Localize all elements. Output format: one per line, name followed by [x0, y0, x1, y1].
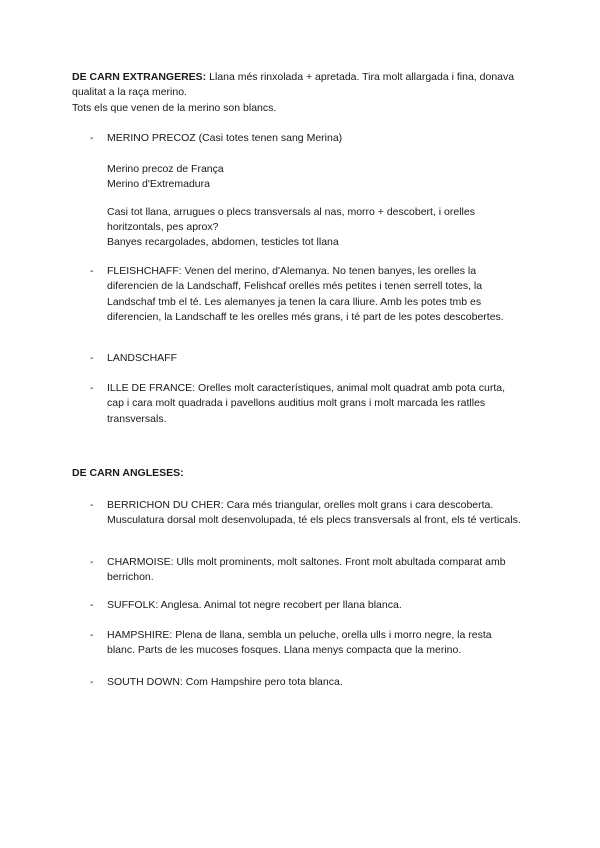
foreign-intro-text: Llana més rinxolada + apretada. Tira molt allargada i fina, donava qualitat a la raça merino.	[72, 71, 515, 99]
bullet-dash: -	[90, 499, 94, 511]
foreign-intro-paragraph	[72, 70, 532, 101]
list-item-text: ILLE DE FRANCE: Orelles molt característiques, animal molt quadrat amb pota curta, cap i cara molt quadrada i pavellons auditius molt grans i molt marcada les ratlles transversals.	[107, 382, 505, 425]
bullet-dash: -	[90, 676, 94, 688]
merino-description-2: Banyes recargolades, abdomen, testicles tot llana	[107, 236, 339, 248]
bullet-dash: -	[90, 265, 94, 277]
merino-subtype-france: Merino precoz de França	[107, 163, 224, 175]
list-item-text: SUFFOLK: Anglesa. Animal tot negre recobert per llana blanca.	[107, 599, 402, 611]
bullet-dash: -	[90, 599, 94, 611]
section-heading-foreign: DE CARN EXTRANGERES:	[72, 71, 207, 83]
list-item-text: SOUTH DOWN: Com Hampshire pero tota blanca.	[107, 676, 343, 688]
bullet-dash: -	[90, 382, 94, 394]
merino-subtype-extremadura: Merino d'Extremadura	[107, 178, 210, 190]
section-heading-english: DE CARN ANGLESES:	[72, 467, 184, 479]
list-item-text: FLEISHCHAFF: Venen del merino, d'Alemanya. No tenen banyes, les orelles la diferencien de la Landschaff, Felishcaf orelles més petites i tenen serrell totes, la Landschaf tmb el té. Les alemanyes ja tenen la cara lliure. Amb les potes tmb es diferencien, la Landschaff te les orelles més grans, i té part de les potes descobertes.	[107, 265, 504, 324]
merino-description: Casi tot llana, arrugues o plecs transversals al nas, morro + descobert, i orelles horitzontals, pes aprox?	[107, 206, 475, 234]
foreign-intro-line2: Tots els que venen de la merino son blancs.	[72, 101, 277, 114]
bullet-dash: -	[90, 352, 94, 364]
bullet-dash: -	[90, 629, 94, 641]
list-item-text: LANDSCHAFF	[107, 352, 178, 364]
list-item-text: MERINO PRECOZ (Casi totes tenen sang Merina)	[107, 132, 343, 144]
list-item-text: CHARMOISE: Ulls molt prominents, molt saltones. Front molt abultada comparat amb berrichon.	[107, 556, 506, 584]
list-item-text: BERRICHON DU CHER: Cara més triangular, orelles molt grans i cara descoberta. Musculatura dorsal molt desenvolupada, té els plecs transversals al front, els té verticals.	[107, 499, 521, 527]
bullet-dash: -	[90, 556, 94, 568]
list-item-text: HAMPSHIRE: Plena de llana, sembla un peluche, orella ulls i morro negre, la resta blanc. Parts de les mucoses fosques. Llana menys compacta que la merino.	[107, 629, 492, 657]
bullet-dash: -	[90, 132, 94, 144]
foreign-intro	[72, 70, 532, 116]
